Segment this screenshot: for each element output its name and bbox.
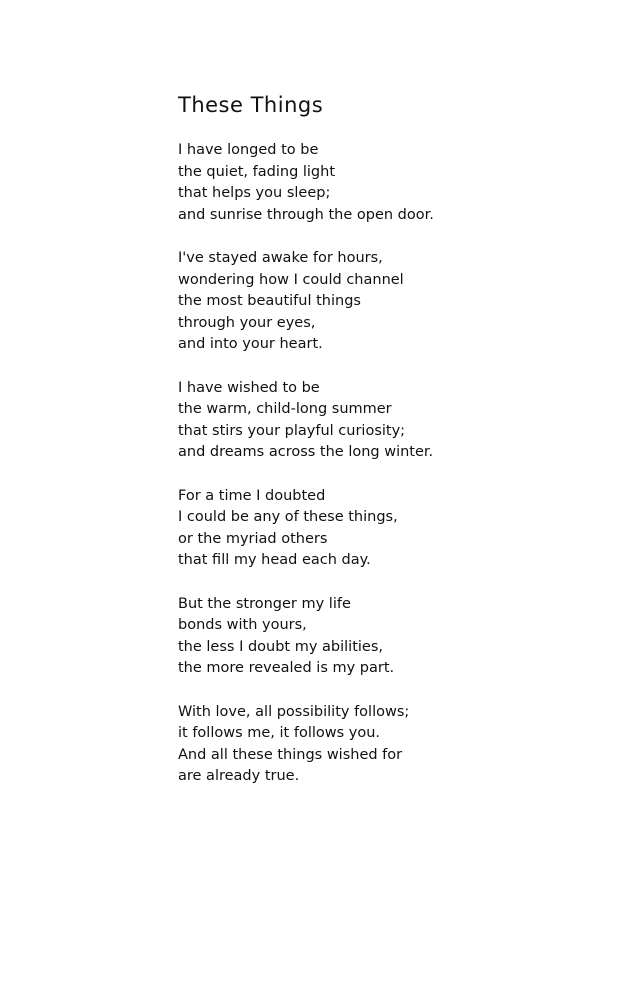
poem-line: I could be any of these things,: [178, 509, 398, 525]
stanza: [178, 248, 598, 356]
poem-title: These Things: [178, 93, 324, 117]
poem-line: that stirs your playful curiosity;: [178, 422, 406, 439]
poem-line: are already true.: [178, 768, 300, 784]
poem-line: the quiet, fading light: [178, 163, 336, 180]
poem-line: I've stayed awake for hours,: [178, 250, 383, 266]
stanza: [178, 702, 598, 788]
poem-line: I have wished to be: [178, 379, 320, 396]
poem-line: that fill my head each day.: [178, 552, 371, 568]
poem-line: wondering how I could channel: [178, 271, 404, 288]
poem-line: bonds with yours,: [178, 617, 307, 633]
poem-line: With love, all possibility follows;: [178, 703, 410, 720]
poem-line: But the stronger my life: [178, 595, 351, 612]
poem-line: the warm, child-long summer: [178, 401, 392, 417]
poem-line: that helps you sleep;: [178, 185, 331, 201]
poem-line: through your eyes,: [178, 314, 316, 331]
poem-line: For a time I doubted: [178, 487, 326, 504]
poem-line: the most beautiful things: [178, 293, 361, 309]
stanza: [178, 378, 598, 464]
poem-line: and dreams across the long winter.: [178, 444, 434, 460]
poem-line: the less I doubt my abilities,: [178, 638, 384, 655]
poem: [178, 90, 598, 810]
poem-line: or the myriad others: [178, 530, 328, 547]
stanza: [178, 486, 598, 572]
poem-line: And all these things wished for: [178, 746, 403, 763]
poem-line: and sunrise through the open door.: [178, 206, 434, 223]
poem-line: I have longed to be: [178, 142, 319, 158]
stanza: [178, 594, 598, 680]
poem-line: the more revealed is my part.: [178, 660, 395, 676]
poem-line: it follows me, it follows you.: [178, 725, 381, 741]
poem-line: and into your heart.: [178, 336, 323, 352]
stanza: [178, 140, 598, 226]
